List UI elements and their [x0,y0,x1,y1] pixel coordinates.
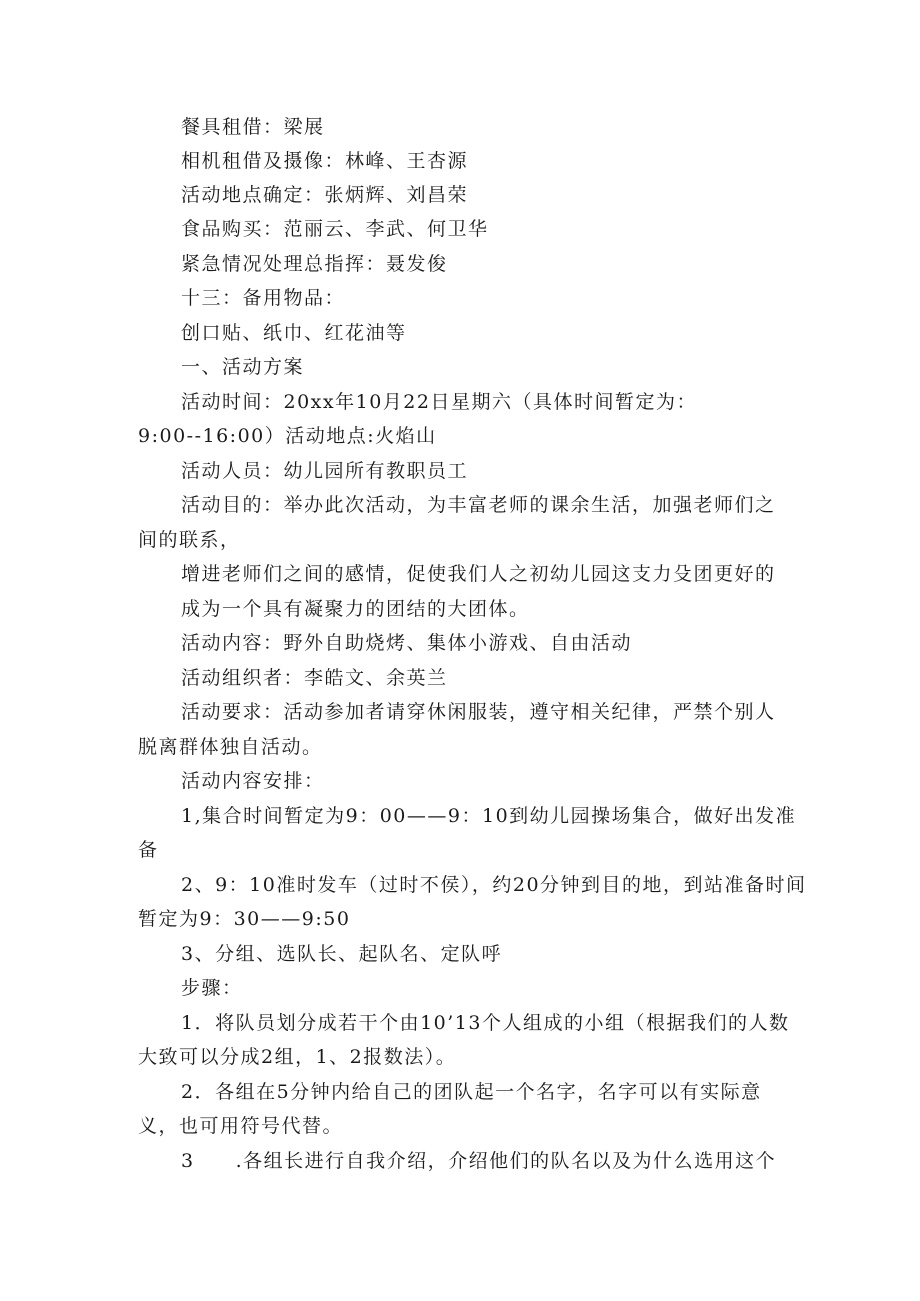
text-line: 脱离群体独自活动。 [138,736,323,758]
text-line: 活动目的：举办此次活动，为丰富老师的课余生活，加强老师们之 [181,494,776,516]
section-heading: 十三：备用物品： [181,287,346,309]
text-line: 备 [138,839,159,861]
text-line: 2、9：10准时发车（过时不侯），约20分钟到目的地，到站准备时间 [181,874,807,896]
text-line: 活动地点确定：张炳辉、刘昌荣 [181,184,469,206]
text-line: 3、分组、选队长、起队名、定队呼 [181,943,503,965]
text-line: 餐具租借：梁展 [181,116,325,138]
text-line: 食品购买：范丽云、李武、何卫华 [181,218,489,240]
text-line: 大致可以分成2组，1、2报数法）。 [138,1046,457,1068]
section-heading: 一、活动方案 [181,356,305,378]
text-line: 活动内容安排： [181,770,325,792]
text-line: 活动时间：20xx年10月22日星期六（具体时间暂定为： [181,391,697,413]
text-line: 3 .各组长进行自我介绍，介绍他们的队名以及为什么选用这个 [181,1150,777,1172]
text-line: 2．各组在5分钟内给自己的团队起一个名字，名字可以有实际意 [181,1081,762,1103]
text-line: 间的联系， [138,529,241,551]
text-line: 1．将队员划分成若干个由10’13个人组成的小组（根据我们的人数 [181,1012,790,1034]
text-line: 活动人员：幼儿园所有教职员工 [181,460,469,482]
text-line: 义，也可用符号代替。 [138,1115,344,1137]
text-line: 9:00--16:00）活动地点:火焰山 [138,425,437,447]
text-line: 相机租借及摄像：林峰、王杏源 [181,150,469,172]
text-line: 活动要求：活动参加者请穿休闲服装，遵守相关纪律，严禁个别人 [181,701,776,723]
text-line: 创口贴、纸巾、红花油等 [181,322,407,344]
text-line: 步骤： [181,977,243,999]
text-line: 1,集合时间暂定为9：00——9：10到幼儿园操场集合，做好出发准 [181,805,797,827]
text-line: 活动组织者：李皓文、余英兰 [181,667,448,689]
text-line: 增进老师们之间的感情，促使我们人之初幼儿园这支力殳团更好的 [181,563,776,585]
text-line: 成为一个具有凝聚力的团结的大团体。 [181,598,530,620]
text-line: 紧急情况处理总指挥：聂发俊 [181,253,448,275]
text-line: 暂定为9：30——9:50 [138,908,351,930]
text-line: 活动内容：野外自助烧烤、集体小游戏、自由活动 [181,632,633,654]
